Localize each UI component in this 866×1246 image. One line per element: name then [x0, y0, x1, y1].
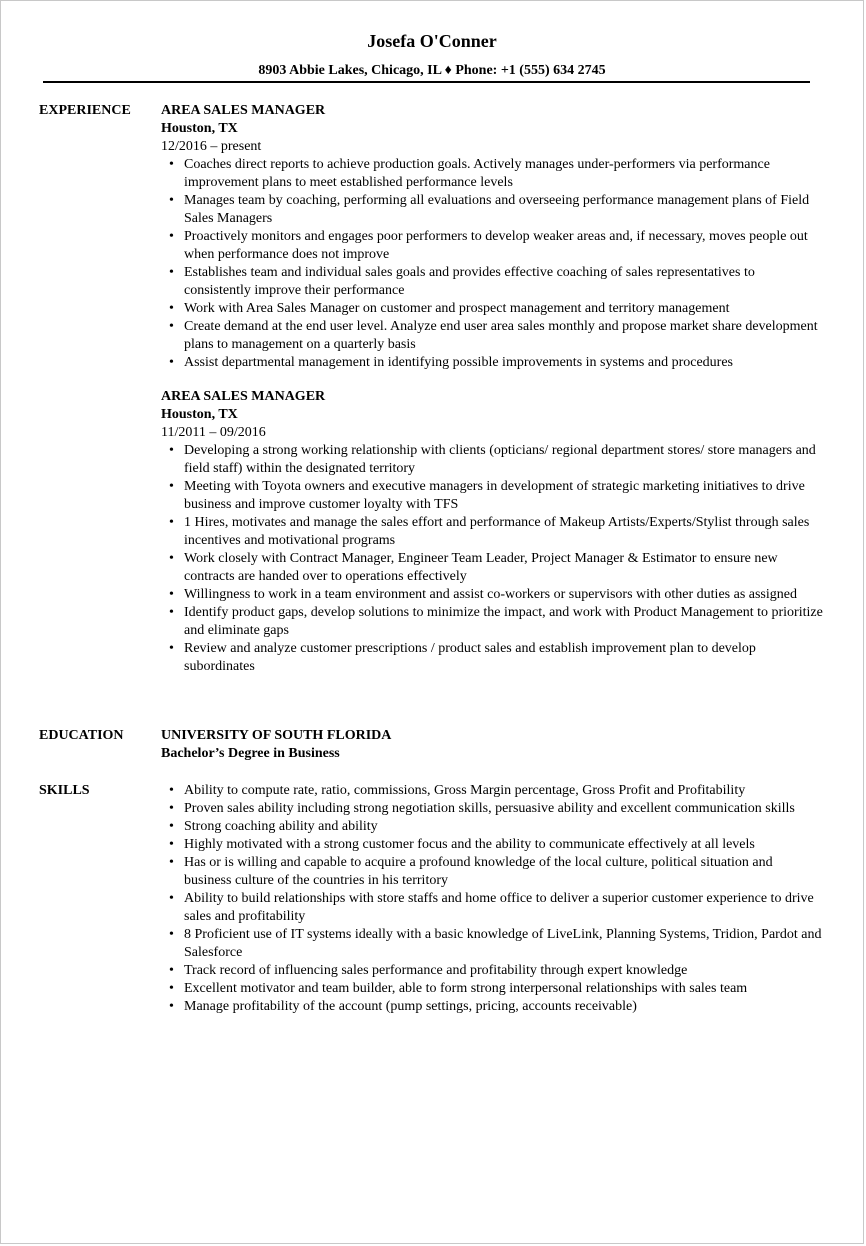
job-bullet: • Manages team by coaching, performing all evaluations and overseeing performance management plans of Field Sales Managers — [161, 192, 823, 228]
job-bullet: • 1 Hires, motivates and manage the sales effort and performance of Makeup Artists/Experts/Stylist through sales incentives and motivational programs — [161, 514, 823, 550]
job-entry — [161, 102, 823, 372]
job-bullet: • Review and analyze customer prescriptions / product sales and establish improvement plan to develop subordinates — [161, 640, 823, 676]
skill-item: • Ability to compute rate, ratio, commissions, Gross Margin percentage, Gross Profit and Profitability — [161, 782, 823, 800]
education-body — [161, 727, 823, 763]
candidate-name: Josefa O'Conner — [367, 31, 497, 51]
job-bullets — [161, 156, 823, 372]
job-title: AREA SALES MANAGER — [161, 103, 326, 118]
job-bullet: • Work closely with Contract Manager, Engineer Team Leader, Project Manager & Estimator to ensure new contracts are handed over to operations effectively — [161, 550, 823, 586]
job-dates: 12/2016 – present — [161, 139, 262, 154]
contact-line: 8903 Abbie Lakes, Chicago, IL ♦ Phone: +1 (555) 634 2745 — [258, 63, 606, 78]
header-divider — [43, 81, 810, 83]
job-bullets — [161, 442, 823, 676]
skill-item: • Has or is willing and capable to acquire a profound knowledge of the local culture, political situation and business culture of the countries in his territory — [161, 854, 823, 890]
job-location: Houston, TX — [161, 121, 238, 136]
job-bullet: • Willingness to work in a team environment and assist co-workers or supervisors with other duties as assigned — [161, 586, 823, 604]
skill-item: • Manage profitability of the account (pump settings, pricing, accounts receivable) — [161, 998, 823, 1016]
skill-item: • Proven sales ability including strong negotiation skills, persuasive ability and excellent communication skills — [161, 800, 823, 818]
job-bullet: • Proactively monitors and engages poor performers to develop weaker areas and, if necessary, moves people out when performance does not improve — [161, 228, 823, 264]
skill-item: • Strong coaching ability and ability — [161, 818, 823, 836]
skill-item: • Excellent motivator and team builder, able to form strong interpersonal relationships with sales team — [161, 980, 823, 998]
skills-body — [161, 782, 823, 1016]
skill-item: • Highly motivated with a strong customer focus and the ability to communicate effectively at all levels — [161, 836, 823, 854]
job-bullet: • Developing a strong working relationship with clients (opticians/ regional department stores/ store managers and field staff) within the designated territory — [161, 442, 823, 478]
job-entry — [161, 388, 823, 676]
job-dates: 11/2011 – 09/2016 — [161, 425, 266, 440]
job-bullet: • Meeting with Toyota owners and executive managers in development of strategic marketing initiatives to drive business and improve customer loyalty with TFS — [161, 478, 823, 514]
skill-item: • Track record of influencing sales performance and profitability through expert knowledge — [161, 962, 823, 980]
job-bullet: • Assist departmental management in identifying possible improvements in systems and procedures — [161, 354, 823, 372]
experience-heading: EXPERIENCE — [39, 103, 131, 118]
job-bullet: • Create demand at the end user level. Analyze end user area sales monthly and propose market share development plans to management on a quarterly basis — [161, 318, 823, 354]
skill-item: • 8 Proficient use of IT systems ideally with a basic knowledge of LiveLink, Planning Systems, Tridion, Pardot and Salesforce — [161, 926, 823, 962]
skill-item: • Ability to build relationships with store staffs and home office to deliver a superior customer experience to drive sales and profitability — [161, 890, 823, 926]
job-location: Houston, TX — [161, 407, 238, 422]
experience-body — [161, 102, 823, 692]
education-degree: Bachelor’s Degree in Business — [161, 746, 340, 761]
job-bullet: • Work with Area Sales Manager on customer and prospect management and territory management — [161, 300, 823, 318]
education-school: UNIVERSITY OF SOUTH FLORIDA — [161, 728, 392, 743]
skills-heading: SKILLS — [39, 783, 90, 798]
job-bullet: • Identify product gaps, develop solutions to minimize the impact, and work with Product Management to prioritize and eliminate gaps — [161, 604, 823, 640]
job-bullet: • Establishes team and individual sales goals and provides effective coaching of sales representatives to consistently improve their performance — [161, 264, 823, 300]
job-title: AREA SALES MANAGER — [161, 389, 326, 404]
skills-list — [161, 782, 823, 1016]
education-heading: EDUCATION — [39, 728, 124, 743]
job-bullet: • Coaches direct reports to achieve production goals. Actively manages under-performers via performance improvement plans to meet established performance levels — [161, 156, 823, 192]
